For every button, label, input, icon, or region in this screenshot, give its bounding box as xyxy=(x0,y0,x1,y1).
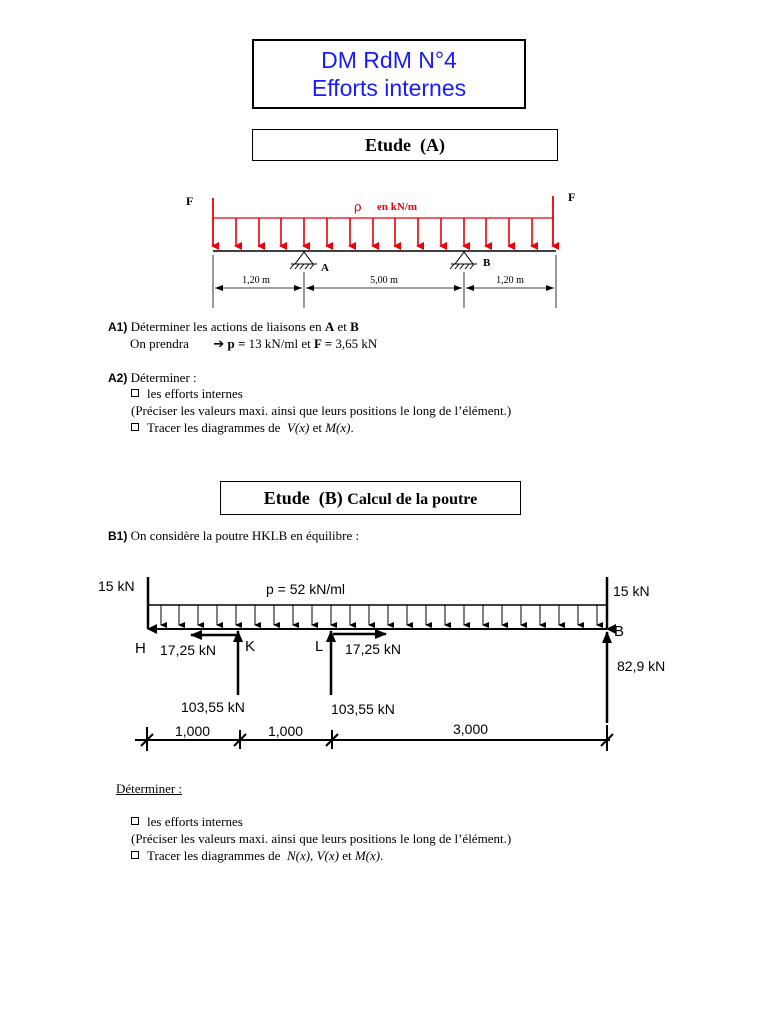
etude-a-box xyxy=(252,129,558,161)
a1-f-value: 3,65 kN xyxy=(335,336,378,351)
a1-f-label: F = xyxy=(314,336,333,351)
bullet-icon xyxy=(131,389,139,397)
a1-label: A1) xyxy=(108,320,128,334)
etude-b-prefix: Etude xyxy=(263,488,310,508)
a2-text: Déterminer : xyxy=(130,370,197,385)
a1-text: Déterminer les actions de liaisons en xyxy=(130,319,322,334)
a2-and: et xyxy=(312,420,322,435)
a1-p-label: p = xyxy=(227,336,246,351)
reaction-l-label: 103,55 kN xyxy=(331,701,395,717)
a1-f-and: et xyxy=(301,336,311,351)
a2-note: (Préciser les valeurs maxi. ainsi que leurs positions le long de l’élément.) xyxy=(131,403,512,418)
beam-figure-b xyxy=(90,565,690,770)
support-b-label: B xyxy=(483,257,491,269)
a2-item2-text: Tracer les diagrammes de xyxy=(147,420,281,435)
dim-mid-label: 5,00 m xyxy=(370,275,398,286)
b2-item2 xyxy=(131,848,383,864)
b1-line xyxy=(108,528,359,544)
a2-line1 xyxy=(108,370,197,386)
title-line1: DM RdM N°4 xyxy=(321,47,457,73)
b1-label: B1) xyxy=(108,529,128,543)
b2-and: et xyxy=(342,848,352,863)
reaction-k-label: 103,55 kN xyxy=(181,699,245,715)
bullet-icon xyxy=(131,817,139,825)
node-b-label: B xyxy=(614,623,625,640)
a1-a: A xyxy=(324,319,335,334)
etude-b-suffix: Calcul de la poutre xyxy=(347,491,478,508)
distributed-load-arrows-b xyxy=(161,605,597,625)
b2-end: . xyxy=(380,848,384,863)
support-a-icon xyxy=(290,252,317,269)
reaction-b-label: 82,9 kN xyxy=(617,658,666,674)
etude-a-prefix: Etude xyxy=(364,135,411,155)
b1-text: On considère la poutre HKLB en équilibre : xyxy=(130,528,360,543)
arrow-icon: ➔ xyxy=(213,336,225,351)
a1-b: B xyxy=(350,319,359,334)
distributed-load-arrows xyxy=(236,218,532,246)
horizontal-force-k-label: 17,25 kN xyxy=(160,642,217,658)
dim2-label: 1,000 xyxy=(268,723,304,739)
b2-item1 xyxy=(131,814,243,830)
b2-note: (Préciser les valeurs maxi. ainsi que leurs positions le long de l’élément.) xyxy=(131,831,512,846)
dim1-label: 1,000 xyxy=(175,723,211,739)
node-h-label: H xyxy=(135,640,146,657)
b2-item1-text: les efforts internes xyxy=(147,814,243,829)
b2-m: M(x) xyxy=(354,848,381,863)
bullet-icon xyxy=(131,851,139,859)
force-right-label: F xyxy=(568,190,576,204)
a2-label: A2) xyxy=(108,371,128,385)
a2-item1-text: les efforts internes xyxy=(147,386,243,401)
load-label-b: p = 52 kN/ml xyxy=(266,581,345,597)
dim3-label: 3,000 xyxy=(453,721,489,737)
a2-item2 xyxy=(131,420,354,436)
b2-n: N(x), xyxy=(286,848,314,863)
a1-and: et xyxy=(337,319,347,334)
b2-v: V(x) xyxy=(316,848,339,863)
bullet-icon xyxy=(131,423,139,431)
dim-right-label: 1,20 m xyxy=(496,275,524,286)
dim-left-label: 1,20 m xyxy=(242,275,270,286)
etude-a-letter: (A) xyxy=(420,135,445,155)
rho-label: ρ xyxy=(354,200,362,215)
beam-figure-a xyxy=(170,180,590,310)
a2-item1 xyxy=(131,386,243,402)
horizontal-force-l-label: 17,25 kN xyxy=(345,641,402,657)
force-left-label: F xyxy=(186,194,194,208)
node-l-label: L xyxy=(315,638,324,655)
a2-v: V(x) xyxy=(286,420,310,435)
a2-m: M(x) xyxy=(325,420,351,435)
title-box xyxy=(252,39,526,109)
node-k-label: K xyxy=(245,638,256,655)
force-b-label: 15 kN xyxy=(613,583,650,599)
a1-line1 xyxy=(108,319,359,335)
force-h-label: 15 kN xyxy=(98,578,135,594)
a1-line2 xyxy=(130,336,377,352)
support-b-icon xyxy=(450,252,477,269)
title-line2: Efforts internes xyxy=(311,75,467,101)
a1-p-value: 13 kN/ml xyxy=(248,336,299,351)
etude-b-box xyxy=(220,481,521,515)
etude-b-letter: (B) xyxy=(318,488,343,508)
a2-end: . xyxy=(350,420,354,435)
load-unit-label: en kN/m xyxy=(377,201,418,213)
support-a-label: A xyxy=(321,262,329,274)
a1-take: On prendra xyxy=(130,336,189,351)
b2-item2-text: Tracer les diagrammes de xyxy=(147,848,281,863)
b2-title: Déterminer : xyxy=(116,781,183,796)
